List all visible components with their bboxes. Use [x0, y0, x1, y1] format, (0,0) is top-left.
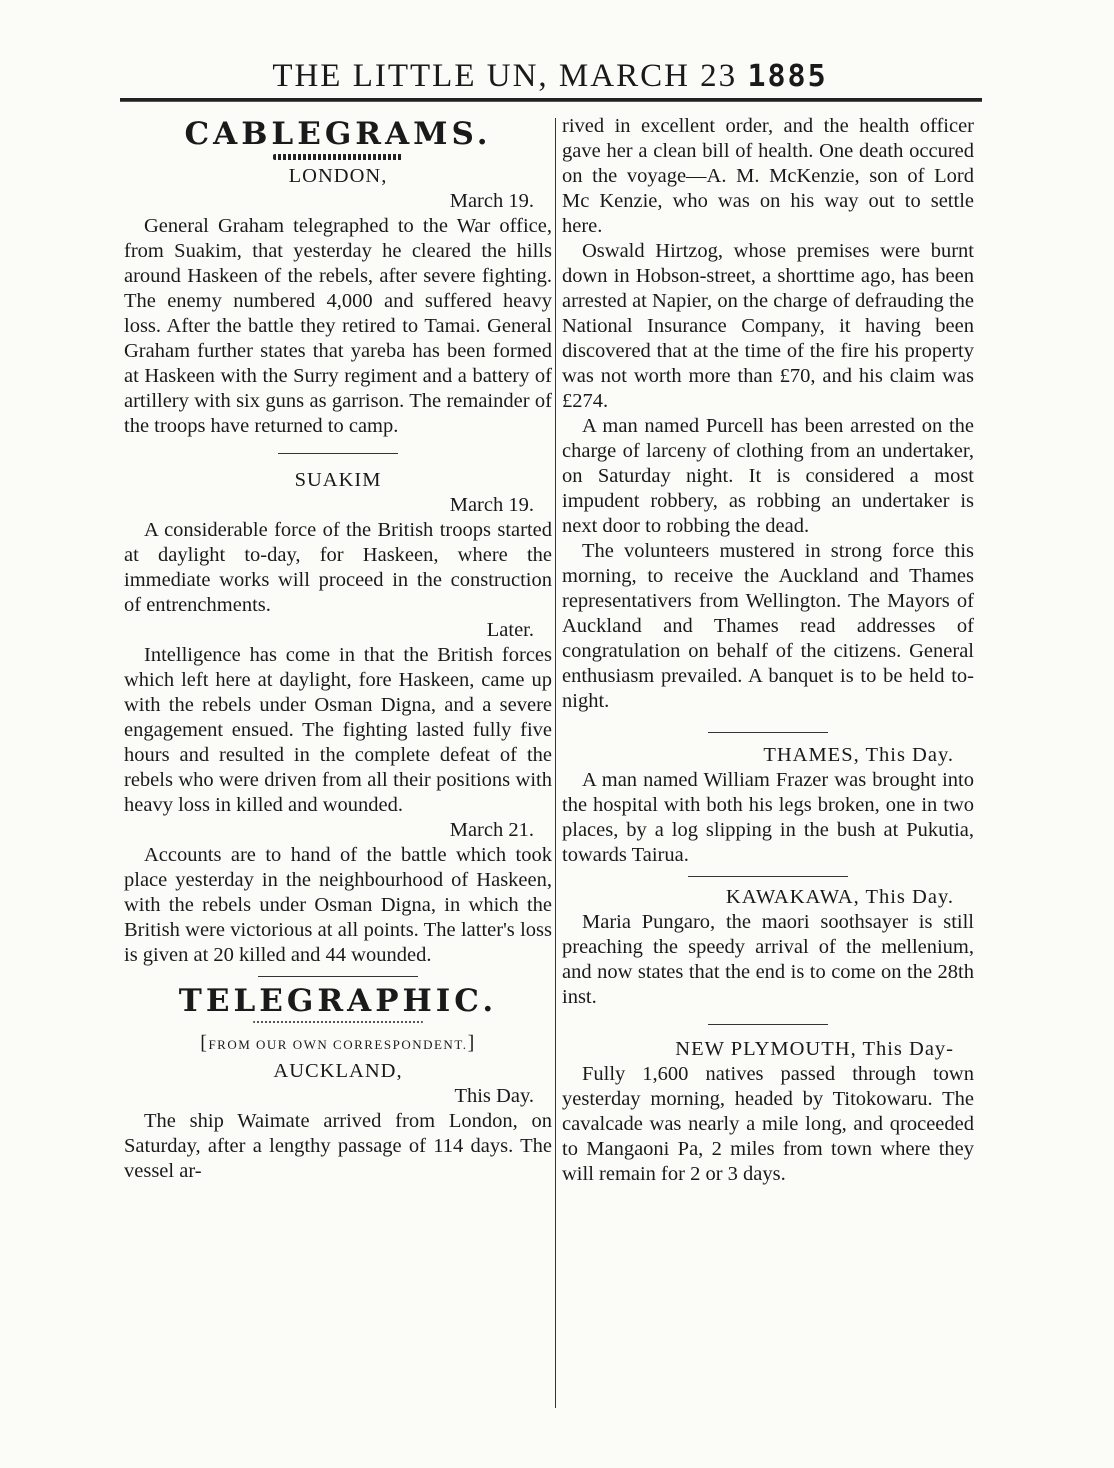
section-separator — [708, 732, 828, 733]
right-column — [562, 114, 974, 1187]
masthead — [120, 56, 980, 97]
section-separator — [708, 1024, 828, 1025]
masthead-rule — [120, 98, 982, 102]
thames-dateline: THAMES, This Day. — [763, 744, 954, 766]
london-article: General Graham telegraphed to the War office, from Suakim, that yesterday he cleared the hills around Haskeen of the rebels, after severe fighting. The enemy numbered 4,000 and suffered heavy loss. After the battle they retired to Tamai. General Graham further states that yareba has been formed at Haskeen with the Surry regiment and a battery of artillery with six guns as garrison. The remainder of the troops have returned to camp. — [124, 215, 552, 437]
suakim-date-2: March 21. — [449, 819, 534, 841]
masthead-year: 1885 — [747, 59, 828, 94]
correspondent-text: FROM OUR OWN CORRESPONDENT. — [208, 1037, 468, 1052]
auckland-article: The ship Waimate arrived from London, on Saturday, after a lengthy passage of 114 days. The vessel ar- — [124, 1110, 552, 1182]
heading-ornament — [273, 154, 403, 160]
section-separator — [688, 876, 848, 877]
telegraphic-heading: TELEGRAPHIC. — [178, 983, 498, 1019]
purcell-article: A man named Purcell has been arrested on the charge of larceny of clothing from an undertaker, on Saturday night. It is considered a most impudent robbery, as robbing an undertaker is next door to robbing the dead. — [562, 415, 974, 537]
correspondent-line: [FROM OUR OWN CORRESPONDENT.] — [200, 1032, 476, 1054]
thames-article: A man named William Frazer was brought into the hospital with both his legs broken, one in two places, by a log slipping in the bush at Pukutia, towards Tairua. — [562, 769, 974, 866]
london-place: LONDON, — [288, 165, 388, 187]
auckland-place: AUCKLAND, — [273, 1060, 403, 1082]
column-divider — [555, 118, 556, 1408]
suakim-later-article: Intelligence has come in that the British forces which left here at daylight, fore Haskeen, came up with the rebels under Osman Digna, and a severe engagement ensued. The fighting lasted fully five hours and resulted in the complete defeat of the rebels who were driven from all their positions with heavy loss in killed and wounded. — [124, 644, 552, 816]
section-separator — [278, 453, 398, 454]
kawakawa-dateline: KAWAKAWA, This Day. — [725, 886, 954, 908]
auckland-date: This Day. — [454, 1085, 534, 1107]
left-column — [124, 114, 552, 1184]
new-plymouth-dateline: NEW PLYMOUTH, This Day- — [675, 1038, 954, 1060]
cablegrams-heading: CABLEGRAMS. — [184, 116, 492, 152]
london-date: March 19. — [449, 190, 534, 212]
masthead-title: THE LITTLE UN, MARCH 23 — [272, 58, 738, 94]
waimate-continued: rived in excellent order, and the health officer gave her a clean bill of health. One death occured on the voyage—A. M. McKenzie, son of Lord Mc Kenzie, who was on his way out to settle here. — [562, 115, 974, 237]
suakim-article: A considerable force of the British troops started at daylight to-day, for Haskeen, where the immediate works will proceed in the construction of entrenchments. — [124, 519, 552, 616]
suakim-article-2: Accounts are to hand of the battle which took place yesterday in the neighbourhood of Haskeen, with the rebels under Osman Digna, in which the British were victorious at all points. The latter's loss is given at 20 killed and 44 wounded. — [124, 844, 552, 966]
volunteers-article: The volunteers mustered in strong force this morning, to receive the Auckland and Thames representativers from Wellington. The Mayors of Auckland and Thames read addresses of congratulation on behalf of the citizens. General enthusiasm prevailed. A banquet is to be held to-night. — [562, 540, 974, 712]
kawakawa-article: Maria Pungaro, the maori soothsayer is still preaching the speedy arrival of the mellenium, and now states that the end is to come on the 28th inst. — [562, 911, 974, 1008]
hirtzog-article: Oswald Hirtzog, whose premises were burnt down in Hobson-street, a shorttime ago, has been arrested at Napier, on the charge of defrauding the National Insurance Company, it having been discovered that at the time of the fire his property was not worth more than £70, and his claim was £274. — [562, 240, 974, 412]
section-separator — [258, 976, 418, 977]
suakim-date: March 19. — [449, 494, 534, 516]
suakim-place: SUAKIM — [294, 469, 382, 491]
suakim-later-label: Later. — [486, 619, 534, 641]
new-plymouth-article: Fully 1,600 natives passed through town yesterday morning, headed by Titokowaru. The cavalcade was nearly a mile long, and qroceeded to Mangaoni Pa, 2 miles from town where they will remain for 2 or 3 days. — [562, 1063, 974, 1185]
heading-ornament — [253, 1021, 423, 1023]
